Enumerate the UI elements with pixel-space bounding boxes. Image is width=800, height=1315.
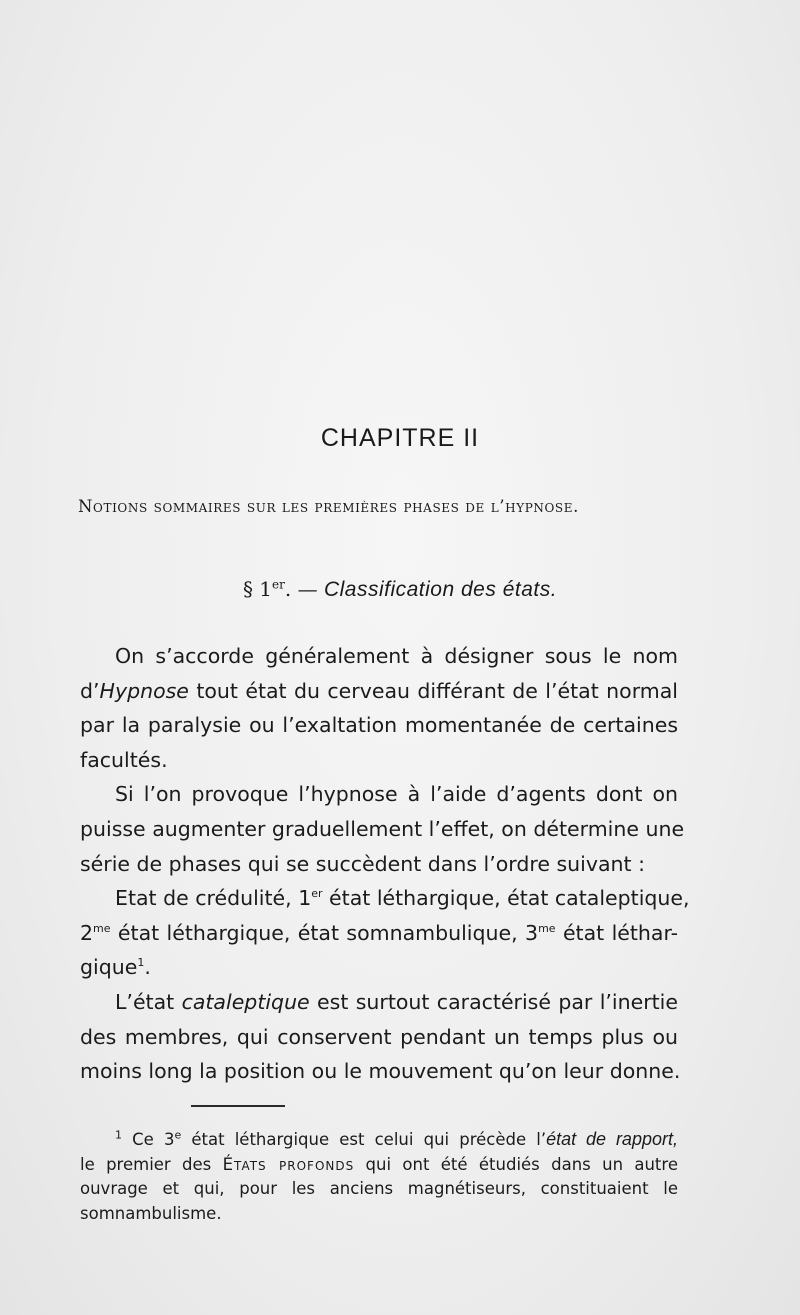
body-line-text: facultés.	[80, 747, 168, 772]
body-line	[80, 743, 678, 778]
body-line-text: état léthar-	[555, 920, 679, 945]
footnote-text: Ce 3	[122, 1130, 175, 1149]
ordinal-sup: e	[174, 1128, 182, 1142]
body-line	[80, 674, 678, 709]
footnote-line	[80, 1153, 678, 1178]
body-line-text: série de phases qui se succèdent dans l’ordre suivant :	[80, 851, 645, 876]
ordinal-sup: er	[311, 887, 323, 901]
body-line	[80, 847, 678, 882]
section-number-sup: er	[272, 577, 285, 592]
body-line-text: d’	[80, 678, 100, 703]
footnote-text: qui ont été étudiés dans un autre	[354, 1154, 678, 1174]
section-separator: . —	[284, 577, 324, 601]
body-line	[80, 916, 678, 951]
body-text	[80, 639, 690, 1089]
chapter-subtitle: Notions sommaires sur les premières phases de l’hypnose.	[78, 497, 579, 516]
section-title: Classification des états.	[323, 578, 558, 601]
ordinal-sup: me	[538, 921, 556, 935]
term-etats-profonds: États profonds	[222, 1154, 355, 1174]
body-line	[80, 1020, 678, 1055]
footnote-text: ouvrage et qui, pour les anciens magnétiseurs, constituaient le	[80, 1179, 678, 1198]
body-line-text: par la paralysie ou l’exaltation momentanée de certaines	[80, 713, 678, 738]
footnote-divider	[191, 1105, 285, 1107]
body-line-text: L’état	[115, 989, 182, 1014]
body-line-text: Etat de crédulité, 1	[115, 886, 312, 911]
chapter-title: CHAPITRE II	[320, 424, 480, 452]
term-cataleptique: cataleptique	[181, 989, 310, 1014]
body-line	[80, 812, 685, 847]
body-line	[80, 708, 678, 743]
body-line-text: tout état du cerveau différant de l’état normal	[188, 678, 678, 703]
footnote-text: état léthargique est celui qui précède l’	[181, 1130, 547, 1149]
body-line-text: état léthargique, état somnambulique, 3	[110, 920, 539, 945]
section-heading	[0, 577, 800, 602]
body-line-text: On s’accorde généralement à désigner sous le nom	[115, 644, 678, 668]
body-line	[80, 881, 690, 916]
body-line-text: .	[144, 955, 151, 980]
body-line-text: 2	[80, 920, 94, 945]
section-number	[243, 577, 285, 601]
footnote-line	[80, 1177, 678, 1202]
body-line	[80, 985, 678, 1020]
footnote-line	[80, 1202, 678, 1227]
footnote-line	[80, 1127, 678, 1153]
body-line-text: des membres, qui conservent pendant un temps plus ou	[80, 1024, 678, 1049]
body-line	[80, 1054, 681, 1089]
footnote-reference: 1	[137, 956, 145, 970]
ordinal-sup: me	[93, 921, 111, 935]
footnote-text: le premier des	[80, 1154, 223, 1174]
term-etat-de-rapport: état de rapport,	[546, 1129, 678, 1149]
section-number-text: § 1	[242, 577, 273, 601]
body-line-text: Si l’on provoque l’hypnose à l’aide d’agents dont on	[115, 782, 678, 807]
body-line	[80, 639, 678, 674]
body-line	[80, 777, 678, 812]
footnote	[80, 1127, 678, 1226]
footnote-text: somnambulisme.	[80, 1203, 222, 1223]
footnote-mark: 1	[115, 1128, 122, 1142]
body-line-text: moins long la position ou le mouvement qu’on leur donne.	[80, 1059, 681, 1084]
body-line-text: puisse augmenter graduellement l’effet, on détermine une	[80, 816, 685, 841]
body-line-text: est surtout caractérisé par l’inertie	[309, 989, 678, 1014]
term-hypnose: Hypnose	[99, 678, 189, 703]
body-line-text: état léthargique, état cataleptique,	[322, 886, 690, 911]
body-line	[80, 950, 678, 985]
body-line-text: gique	[80, 955, 138, 980]
